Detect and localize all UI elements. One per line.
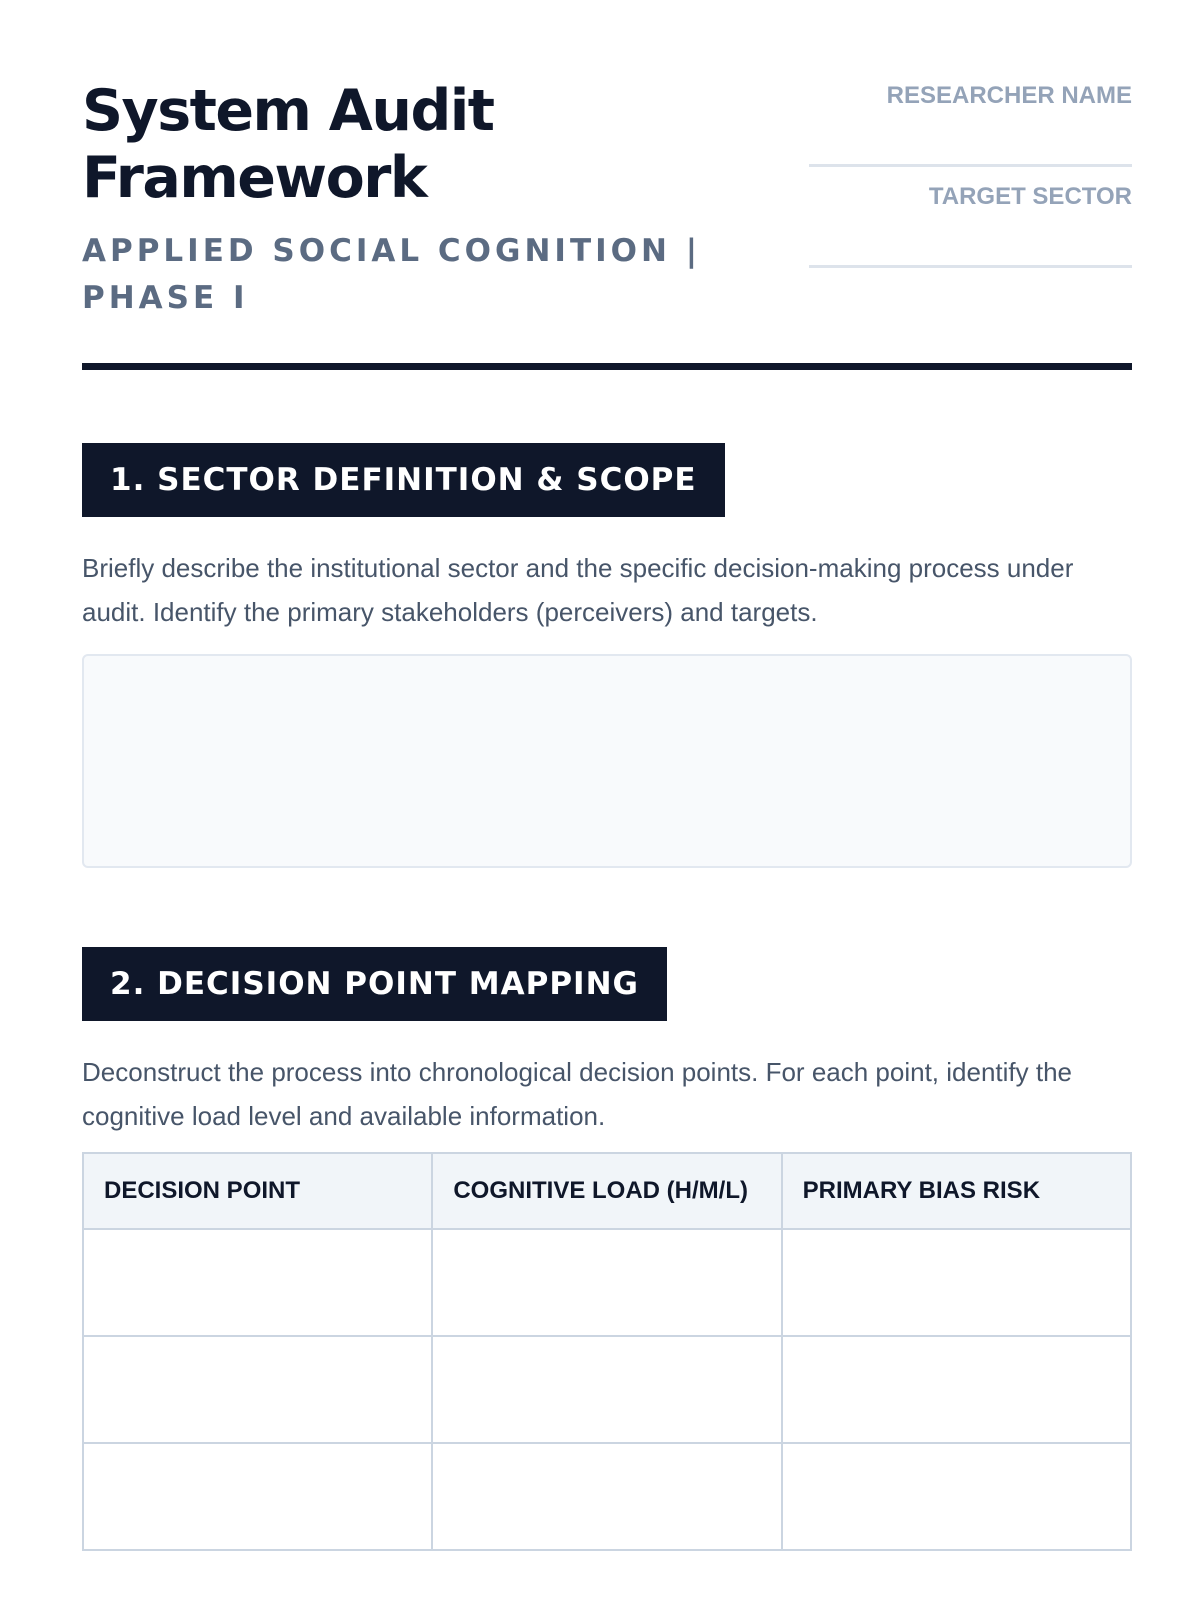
table-cell[interactable] bbox=[83, 1443, 432, 1550]
section-1-description: Briefly describe the institutional sector and the specific decision-making process under audit. Identify the primary stakeholders (perceivers) and targets. bbox=[82, 553, 1074, 627]
table-cell[interactable] bbox=[782, 1336, 1131, 1443]
decision-point-table bbox=[82, 1152, 1132, 1551]
column-header-decision-point: DECISION POINT bbox=[83, 1153, 432, 1229]
column-header-bias-risk: PRIMARY BIAS RISK bbox=[782, 1153, 1131, 1229]
table-cell[interactable] bbox=[83, 1336, 432, 1443]
table-cell[interactable] bbox=[782, 1229, 1131, 1336]
section-1-heading: 1. SECTOR DEFINITION & SCOPE bbox=[82, 443, 725, 517]
target-sector-label: TARGET SECTOR bbox=[928, 183, 1132, 210]
table-cell[interactable] bbox=[432, 1336, 781, 1443]
target-sector-line[interactable] bbox=[809, 265, 1132, 268]
researcher-name-label: RESEARCHER NAME bbox=[886, 82, 1132, 109]
scope-response-box[interactable] bbox=[82, 654, 1132, 868]
table-row bbox=[83, 1336, 1131, 1443]
table-cell[interactable] bbox=[432, 1443, 781, 1550]
table-header-row bbox=[83, 1153, 1131, 1229]
meta-fields bbox=[809, 82, 1132, 284]
header-divider bbox=[82, 363, 1132, 370]
table-row bbox=[83, 1443, 1131, 1550]
table-cell[interactable] bbox=[432, 1229, 781, 1336]
table-cell[interactable] bbox=[83, 1229, 432, 1336]
section-2-heading: 2. DECISION POINT MAPPING bbox=[82, 947, 667, 1021]
researcher-name-line[interactable] bbox=[809, 164, 1132, 167]
section-2-description: Deconstruct the process into chronological decision points. For each point, identify the cognitive load level and available information. bbox=[82, 1057, 1072, 1131]
table-row bbox=[83, 1229, 1131, 1336]
target-sector-field[interactable] bbox=[809, 183, 1132, 284]
document-title: System Audit Framework bbox=[82, 78, 494, 211]
document-header bbox=[82, 0, 1132, 373]
column-header-cognitive-load: COGNITIVE LOAD (H/M/L) bbox=[432, 1153, 781, 1229]
audit-worksheet bbox=[82, 0, 1132, 1204]
table-cell[interactable] bbox=[782, 1443, 1131, 1550]
document-subtitle: APPLIED SOCIAL COGNITION | PHASE I bbox=[82, 233, 702, 316]
researcher-name-field[interactable] bbox=[809, 82, 1132, 183]
